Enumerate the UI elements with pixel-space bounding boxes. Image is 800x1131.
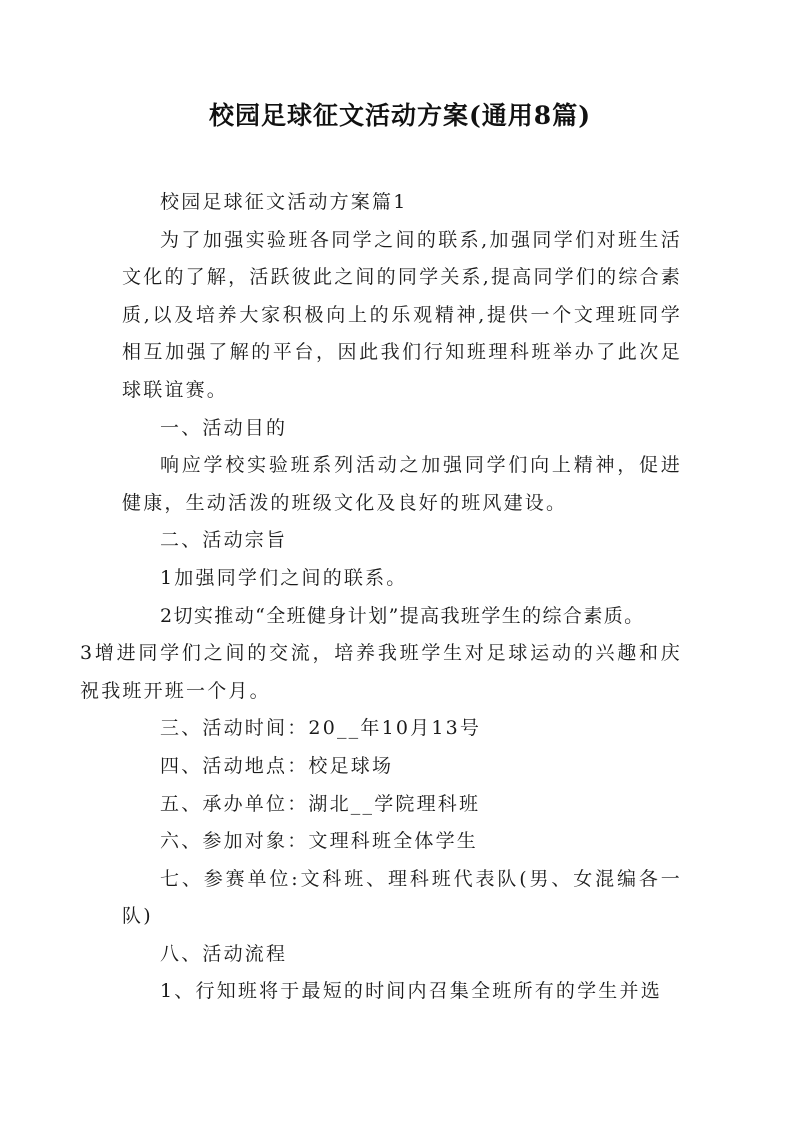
- section-heading: 三、活动时间：20__年10月13号: [160, 717, 482, 740]
- section-heading: 校园足球征文活动方案篇1: [160, 191, 408, 213]
- list-item: 1加强同学们之间的联系。: [160, 566, 408, 589]
- section-heading: 四、活动地点：校足球场: [160, 754, 394, 777]
- list-item: 3增进同学们之间的交流，培养我班学生对足球运动的兴趣和庆祝我班开班一个月。: [80, 642, 682, 702]
- body-paragraph: 1、行知班将于最短的时间内召集全班所有的学生并选: [160, 980, 662, 1003]
- section-heading: 六、参加对象：文理科班全体学生: [160, 830, 479, 853]
- document-title: 校园足球征文活动方案(通用8篇): [208, 101, 592, 130]
- section-heading: 二、活动宗旨: [160, 529, 288, 552]
- document-body: [80, 184, 682, 1011]
- intro-paragraph: 为了加强实验班各同学之间的联系,加强同学们对班生活文化的了解，活跃彼此之间的同学关系,提高同学们的综合素质,以及培养大家积极向上的乐观精神,提供一个文理班同学相互加强了解的平台，因此我们行知班理科班举办了此次足球联谊赛。: [122, 228, 682, 401]
- section-heading: 五、承办单位：湖北__学院理科班: [160, 792, 481, 815]
- section-heading: 八、活动流程: [160, 942, 288, 965]
- list-item: 2切实推动“全班健身计划”提高我班学生的综合素质。: [160, 604, 645, 627]
- section-heading: 一、活动目的: [160, 416, 288, 439]
- body-paragraph: 响应学校实验班系列活动之加强同学们向上精神，促进健康，生动活泼的班级文化及良好的班风建设。: [122, 454, 682, 514]
- section-heading: 七、参赛单位:文科班、理科班代表队(男、女混编各一队): [122, 867, 682, 928]
